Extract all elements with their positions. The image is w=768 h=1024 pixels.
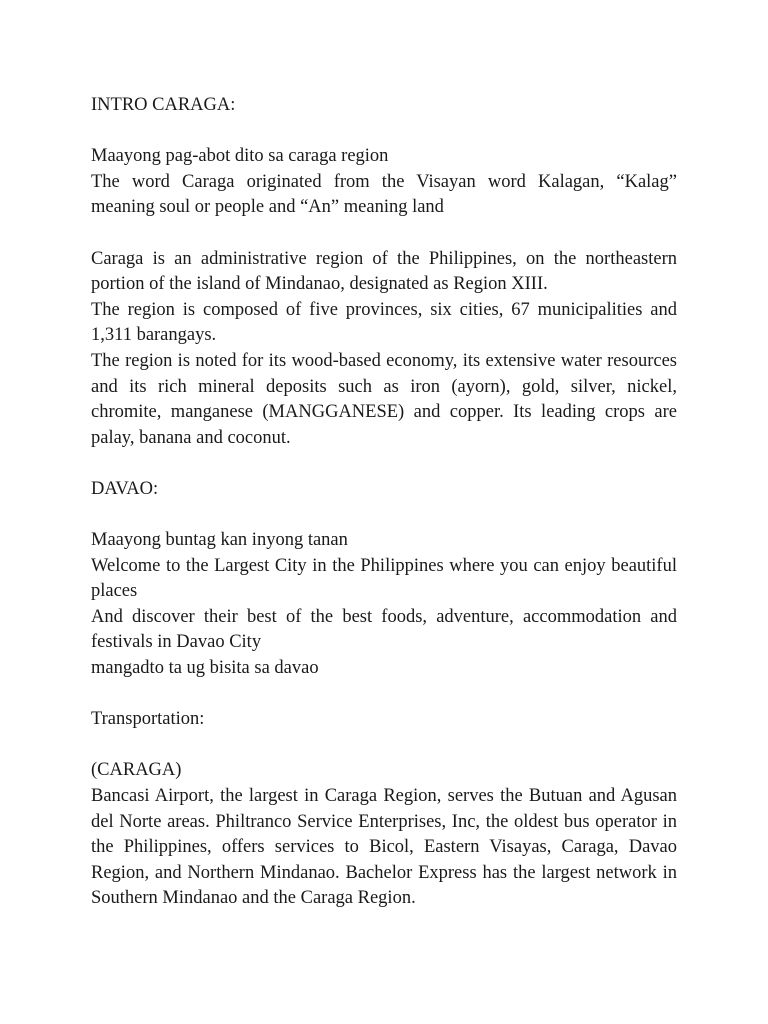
- davao-discover-paragraph: And discover their best of the best foods, adventure, accommodation and festivals in Davao City: [91, 606, 677, 653]
- heading-transportation: Transportation:: [91, 709, 205, 730]
- heading-intro-caraga: INTRO CARAGA:: [91, 95, 236, 115]
- davao-welcome-paragraph: Welcome to the Largest City in the Philippines where you can enjoy beautiful places: [91, 555, 677, 602]
- heading-davao: DAVAO:: [91, 478, 159, 499]
- heading-caraga-subsection: (CARAGA): [91, 760, 182, 781]
- davao-invite-line: mangadto ta ug bisita sa davao: [91, 658, 319, 679]
- caraga-composition-paragraph: The region is composed of five provinces, six cities, 67 municipalities and 1,311 barangays.: [91, 299, 677, 346]
- caraga-transport-paragraph: Bancasi Airport, the largest in Caraga Region, serves the Butuan and Agusan del Norte areas. Philtranco Service Enterprises, Inc, the oldest bus operator in the Philippines, offers services to Bicol, Eastern Visayas, Caraga, Davao Region, and Northern Mindanao. Bachelor Express has the largest network in Southern Mindanao and the Caraga Region.: [91, 786, 677, 909]
- blank-line: [91, 682, 677, 708]
- blank-line: [91, 451, 677, 477]
- blank-line: [91, 503, 677, 529]
- caraga-greeting: Maayong pag-abot dito sa caraga region: [91, 146, 389, 167]
- caraga-origin-paragraph: The word Caraga originated from the Visayan word Kalagan, “Kalag” meaning soul or people and “An” meaning land: [91, 171, 677, 218]
- blank-line: [91, 733, 677, 759]
- blank-line: [91, 119, 677, 145]
- blank-line: [91, 221, 677, 247]
- document-body: [91, 93, 677, 912]
- caraga-economy-paragraph: The region is noted for its wood-based economy, its extensive water resources and its rich mineral deposits such as iron (ayorn), gold, silver, nickel, chromite, manganese (MANGGANESE) and copper. Its leading crops are palay, banana and coconut.: [91, 350, 677, 448]
- davao-greeting: Maayong buntag kan inyong tanan: [91, 530, 348, 551]
- caraga-region-paragraph: Caraga is an administrative region of the Philippines, on the northeastern portion of the island of Mindanao, designated as Region XIII.: [91, 248, 677, 295]
